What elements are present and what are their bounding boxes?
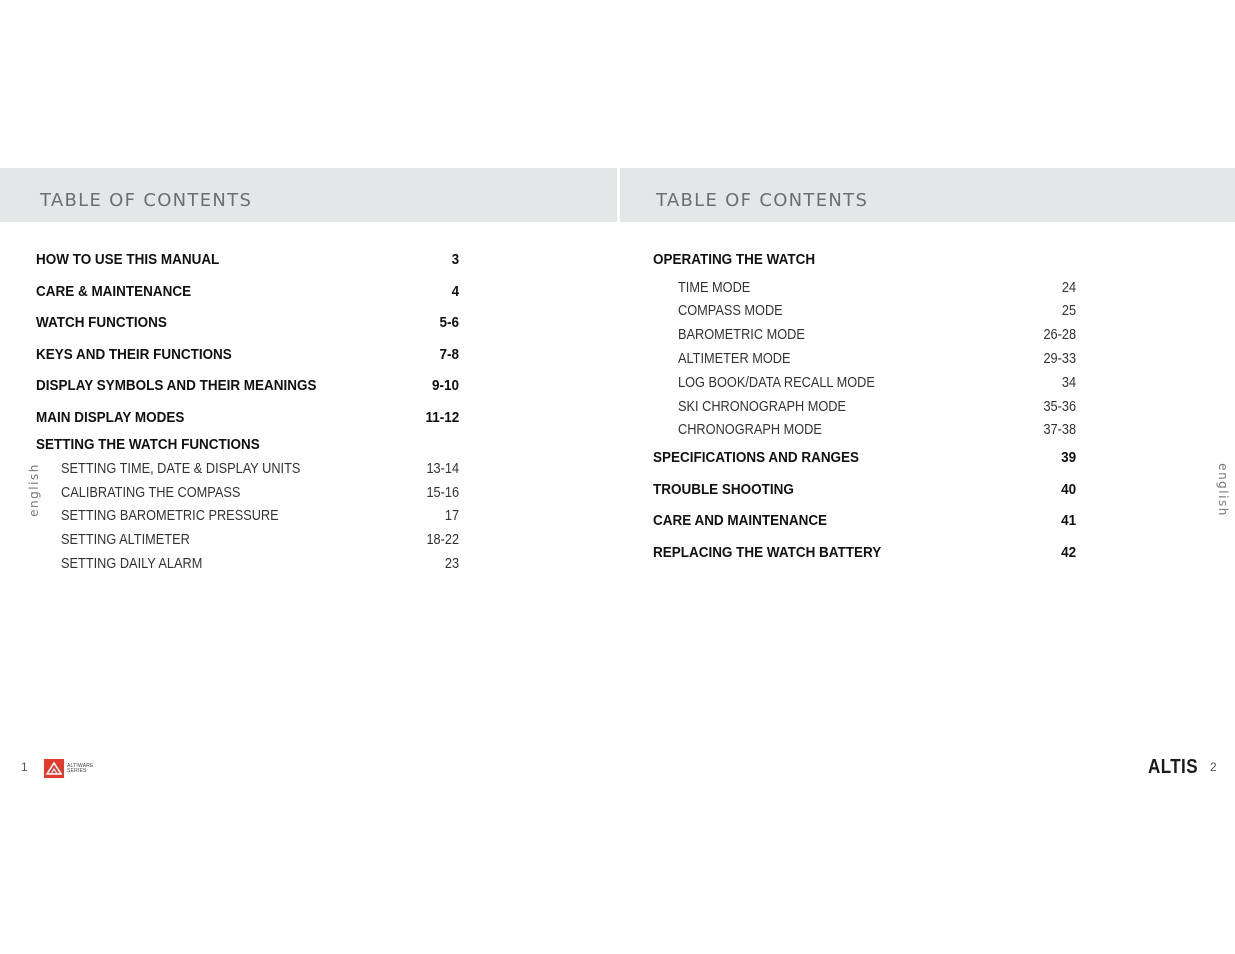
toc-subentry[interactable] — [653, 422, 1076, 442]
toc-entry-page: 25 — [1061, 303, 1076, 319]
toc-entry-label: DISPLAY SYMBOLS AND THEIR MEANINGS — [36, 378, 317, 394]
toc-entry-page: 23 — [444, 556, 459, 572]
toc-subentry[interactable] — [653, 327, 1076, 347]
toc-entry-label: CALIBRATING THE COMPASS — [61, 485, 241, 501]
altiware-logo-icon — [44, 759, 64, 778]
toc-entry-label: OPERATING THE WATCH — [653, 252, 816, 268]
toc-entry[interactable] — [653, 513, 1076, 533]
left-language-label: english — [26, 463, 41, 517]
left-header-title: TABLE OF CONTENTS — [40, 190, 253, 211]
toc-entry-label: CARE & MAINTENANCE — [36, 284, 192, 300]
toc-entry-page: 7-8 — [439, 347, 459, 363]
toc-entry-label: TROUBLE SHOOTING — [653, 482, 794, 498]
toc-entry-label: BAROMETRIC MODE — [678, 327, 805, 343]
toc-subentry[interactable] — [36, 485, 459, 505]
toc-entry-page: 24 — [1061, 280, 1076, 296]
toc-entry-label: SKI CHRONOGRAPH MODE — [678, 399, 847, 415]
toc-entry-label: CARE AND MAINTENANCE — [653, 513, 828, 529]
toc-subentry[interactable] — [653, 351, 1076, 371]
toc-entry[interactable] — [36, 252, 459, 272]
toc-entry-page: 39 — [1060, 450, 1076, 466]
toc-entry-page: 41 — [1060, 513, 1076, 529]
toc-entry-page: 9-10 — [432, 378, 459, 394]
toc-entry[interactable] — [36, 284, 459, 304]
brand-logo: ALTIS — [1148, 756, 1198, 778]
toc-subentry[interactable] — [653, 399, 1076, 419]
toc-entry-label: ALTIMETER MODE — [678, 351, 791, 367]
toc-entry-page: 26-28 — [1043, 327, 1076, 343]
toc-entry-page: 3 — [451, 252, 459, 268]
toc-entry-label: LOG BOOK/DATA RECALL MODE — [678, 375, 875, 391]
right-header-title: TABLE OF CONTENTS — [656, 190, 869, 211]
toc-entry-label: WATCH FUNCTIONS — [36, 315, 167, 331]
toc-section-heading — [653, 252, 1076, 272]
toc-entry-label: CHRONOGRAPH MODE — [678, 422, 822, 438]
left-page-number: 1 — [21, 760, 28, 774]
toc-subentry[interactable] — [653, 375, 1076, 395]
left-toc-list — [36, 252, 459, 582]
toc-entry-label: SPECIFICATIONS AND RANGES — [653, 450, 860, 466]
toc-entry-page: 34 — [1061, 375, 1076, 391]
toc-entry[interactable] — [36, 347, 459, 367]
toc-entry-page: 13-14 — [426, 461, 459, 477]
toc-entry-page: 37-38 — [1043, 422, 1076, 438]
toc-entry-label: COMPASS MODE — [678, 303, 783, 319]
toc-entry-label: SETTING DAILY ALARM — [61, 556, 203, 572]
toc-subentry[interactable] — [36, 508, 459, 528]
toc-entry[interactable] — [653, 545, 1076, 565]
toc-subentry[interactable] — [653, 303, 1076, 323]
toc-entry[interactable] — [36, 410, 459, 430]
toc-entry-label: REPLACING THE WATCH BATTERY — [653, 545, 882, 561]
toc-subentry[interactable] — [36, 532, 459, 552]
toc-entry-page: 18-22 — [426, 532, 459, 548]
toc-entry-page: 5-6 — [439, 315, 459, 331]
toc-subentry[interactable] — [36, 461, 459, 481]
right-page-number: 2 — [1210, 760, 1217, 774]
toc-entry[interactable] — [36, 315, 459, 335]
toc-subentry[interactable] — [36, 556, 459, 576]
toc-entry-label: SETTING TIME, DATE & DISPLAY UNITS — [61, 461, 301, 477]
toc-entry[interactable] — [36, 378, 459, 398]
toc-entry-label: HOW TO USE THIS MANUAL — [36, 252, 220, 268]
toc-subentry[interactable] — [653, 280, 1076, 300]
toc-entry[interactable] — [653, 482, 1076, 502]
toc-entry-page: 40 — [1060, 482, 1076, 498]
toc-entry-label: MAIN DISPLAY MODES — [36, 410, 185, 426]
toc-entry-page: 11-12 — [425, 410, 459, 426]
toc-entry-page: 42 — [1060, 545, 1076, 561]
toc-entry-page: 17 — [444, 508, 459, 524]
toc-entry-label: SETTING THE WATCH FUNCTIONS — [36, 437, 260, 453]
toc-entry-label: KEYS AND THEIR FUNCTIONS — [36, 347, 232, 363]
toc-entry-page: 29-33 — [1043, 351, 1076, 367]
right-language-label: english — [1215, 463, 1230, 517]
toc-section-heading — [36, 437, 459, 457]
toc-entry-page: 35-36 — [1043, 399, 1076, 415]
toc-entry-page: 4 — [451, 284, 459, 300]
toc-entry-label: SETTING ALTIMETER — [61, 532, 190, 548]
toc-entry[interactable] — [653, 450, 1076, 470]
toc-entry-page: 15-16 — [426, 485, 459, 501]
logo-text: ALTIWARE SERIES — [67, 763, 94, 774]
toc-entry-label: SETTING BAROMETRIC PRESSURE — [61, 508, 279, 524]
toc-entry-label: TIME MODE — [678, 280, 751, 296]
right-toc-list — [653, 252, 1076, 582]
